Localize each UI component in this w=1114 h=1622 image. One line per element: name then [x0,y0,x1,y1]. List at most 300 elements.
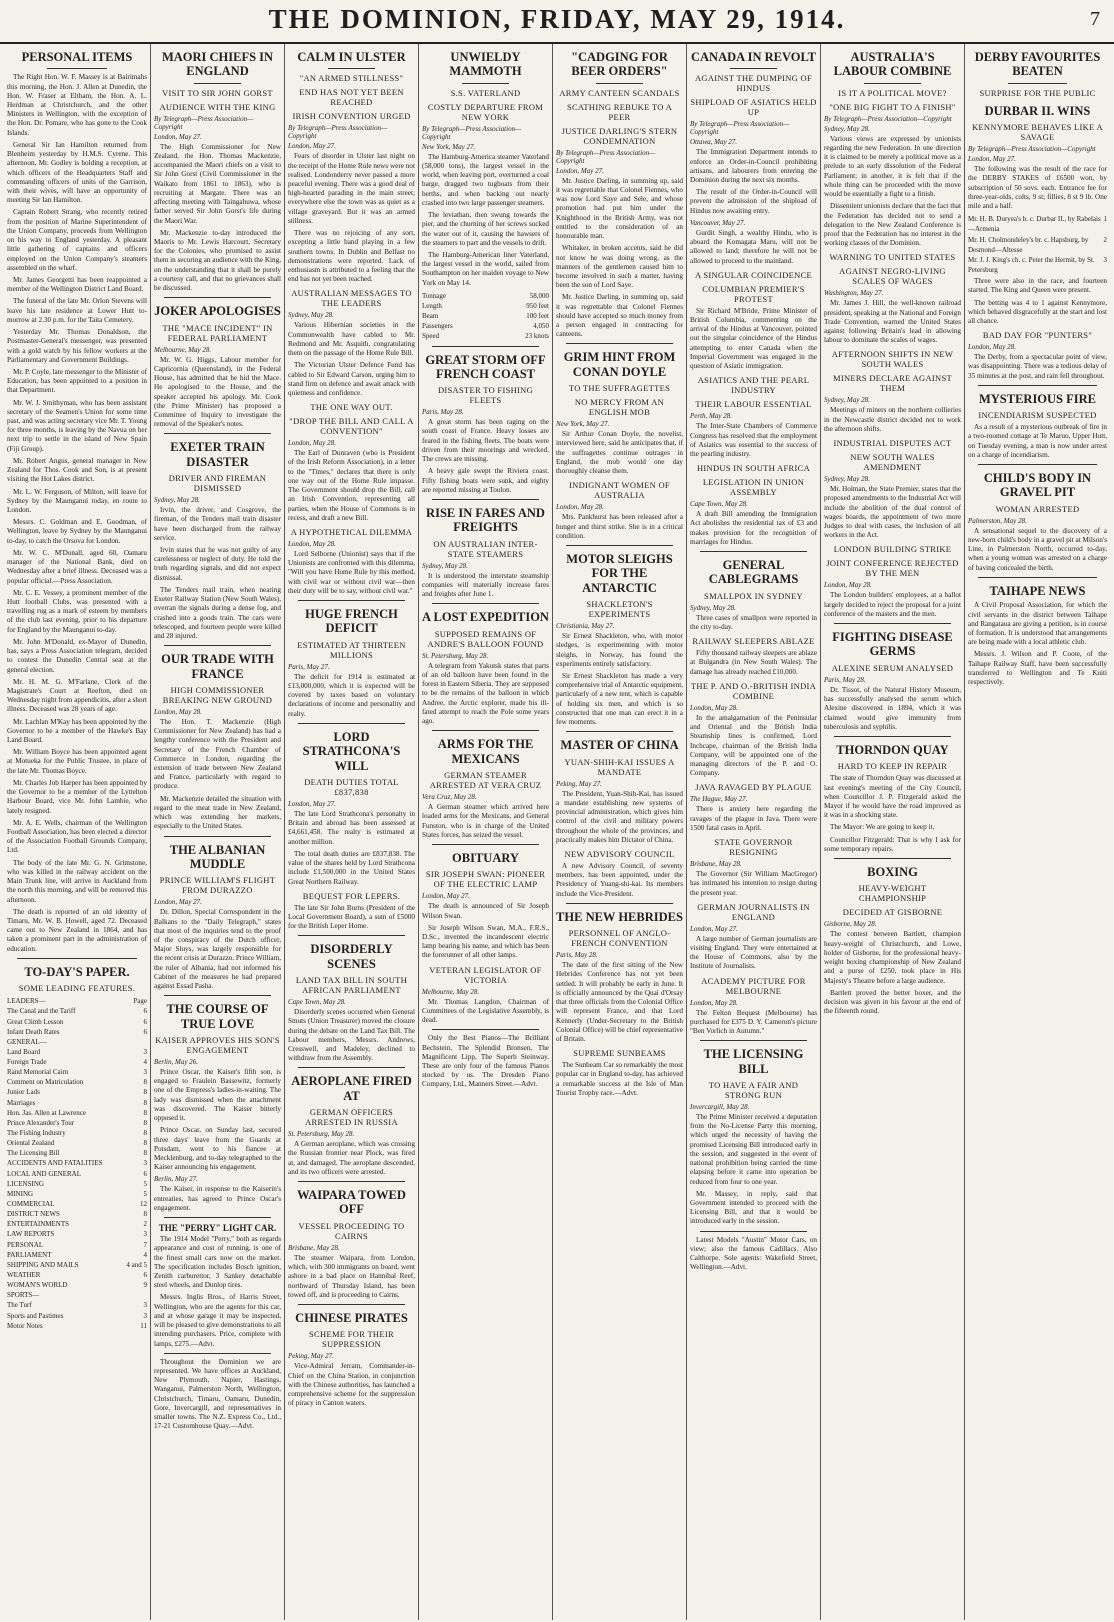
subhead: IRISH CONVENTION URGED [292,111,411,122]
list-item: LAW REPORTS 3 [7,1230,147,1239]
dateline: London, May 27. [288,800,336,808]
paragraph: The following was the result of the race for the DERBY STAKES of £6500 won, by subscription of 50 sovs. each. Entrance fee for three-year-olds, colts, 9 st; fillies, 8 st 9 lb. One mile and a half. [968,165,1107,210]
subhead: HINDUS IN SOUTH AFRICA [696,463,811,474]
paragraph: The Tenders mail train, when nearing Exeter Railway Station (New South Wales), overran the signals during a dense fog, and crashed into a goods train. The cars were telescoped, and fourteen people were killed and 28 injured. [154,585,281,640]
dateline: New York, May 27. [556,420,610,429]
paragraph: Dissentient unionists declare that the fact that the Federation has decided not to send a delegation to the New Zealand Conference is proof that the Federation has no interest in the working classes of the Dominion. [824,202,961,248]
divider [164,1353,271,1354]
column-4 [419,44,553,1620]
subhead: BAD DAY FOR "PUNTERS" [982,330,1093,341]
subhead: A HYPOTHETICAL DILEMMA [290,526,413,537]
paragraph: The Kaiser, in response to the Kaiserin's entreaties, has agreed to Prince Oscar's engagement. [154,1185,281,1212]
subhead: DISASTER TO FISHING FLEETS [437,385,534,406]
paragraph: There was no rejoicing of any sort, excepting a little band playing in a few southern towns. In Dublin and Belfast no demonstrations were reported. Lack of enthusiasm is attributed to a feeling that the end has not yet been reached. [288,229,415,284]
dateline: Melbourne, May 28. [422,987,480,996]
headline: OBITUARY [452,850,519,865]
divider [432,499,539,500]
paragraph: Mrs. Pankhurst has been released after a hunger and thirst strike. She is in a critical condition. [556,513,683,540]
subhead: TO THE SUFFRAGETTES [568,383,671,394]
advertisement-text: Only the Best Pianos—The Brilliant Bechstein, The Splendid Bronsen, The Magnificent Lipp, The Superb Steinway. These are only four of the famous Pianos stocked by us. The Dresden Piano Company, Ltd., Manners Street.—Advt. [422,1034,549,1089]
divider [700,1231,807,1232]
dateline: London, May 27. [556,166,604,175]
subhead: ALEXINE SERUM ANALYSED [831,662,954,673]
subhead: IS IT A POLITICAL MOVE? [838,87,947,98]
subhead: INCENDIARISM SUSPECTED [978,410,1097,421]
paragraph: Lord Selborne (Unionist) says that if the Unionists are confronted with this dilemma, "Will you have Home Rule by this method, with civil war or without civil war—then their duty will be to say, without civil war." [288,549,415,595]
paragraph: Prince Oscar, the Kaiser's fifth son, is engaged to Fraulein Bassewitz, formerly one of the Empress's ladies-in-waiting. The lady was dismissed when the attachment was discovered. The Kaiser bitterly opposed it. [154,1068,281,1123]
paragraph: A large number of German journalists are visiting England. They were entertained at the House of Commons, also by the Institute of Journalists. [690,934,817,971]
paragraph: Councillor Fitzgerald: That is why I ask for some temporary repairs. [824,835,961,853]
column-6 [687,44,821,1620]
paragraph: There is anxiety here regarding the ravages of the plague in Java. There were 1500 fatal cases in April. [690,805,817,832]
subhead: YUAN-SHIH-KAI ISSUES A MANDATE [564,756,675,777]
paragraph: The death is reported of an old identity of Timaru, Mr. W. B. Howell, aged 72. Deceased came out to New Zealand in 1864, and has taken a prominent part in the administration of education. [7,907,147,953]
divider [432,844,539,845]
dateline: London, May 28. [288,439,336,448]
paragraph: The Hamburg-America steamer Vaterland (58,000 tons), the largest vessel in the world, when leaving port, overturned a coal barge, dragged two tugboats from their berths, and when backing out nearly crashed into two large passenger steamers. [422,152,549,207]
headline: HUGE FRENCH DEFICIT [305,607,398,636]
subhead: KENNYMORE BEHAVES LIKE A SAVAGE [971,122,1103,143]
dateline: Vera Cruz, May 28. [422,793,477,802]
divider [298,723,405,724]
subhead: VISIT TO SIR JOHN GORST [162,87,273,98]
advertisement-text: Throughout the Dominion we are represented. We have offices at Auckland, New Plymouth, Napier, Hastings, Wanganui, Palmerston North, Wellington, Christchurch, Timaru, Oamaru, Dunedin, Gore, Invercargill, and representatives in smaller towns. The N.Z. Express Co., Ltd., 17-21 Customhouse Quay.—Advt. [154,1357,281,1431]
paragraph: Mr. C. E. Vessey, a prominent member of the Hutt football Clubs, was presented with a travelling rug as a mark of esteem by members of the club last evening, prior to his departure for England by the Maunganui to-day. [7,588,147,634]
subhead: VETERAN LEGISLATOR OF VICTORIA [429,964,542,985]
subhead: COSTLY DEPARTURE FROM NEW YORK [427,101,544,122]
list-item: ACCIDENTS AND FATALITIES 3 [7,1159,147,1168]
paragraph: Mr. James J. Hill, the well-known railroad president, speaking at the National and Foreign Trade Convention, warned the United States against following Britain's lead in allowing labour to dominate the scales of wages. [824,299,961,345]
subhead: SUPPOSED REMAINS OF ANDRE'S BALLOON FOUND [427,628,544,649]
headline: MAORI CHIEFS IN ENGLAND [161,50,274,79]
paragraph: Irvin states that he was not guilty of any carelessness or neglect of duty. He told the truth regarding signals, and did not expect dismissal. [154,546,281,582]
dateline: Peking, May 27. [556,779,602,788]
list-item: The Canal and the Tariff 6 [7,1007,147,1016]
list-item: SPORTS— [7,1291,40,1300]
paragraph: A great storm has been raging on the south coast of France. Heavy losses are feared in the fishing fleets. The boats were driven from their moorings and wrecked. The crews are missing. [422,418,549,464]
paragraph: Mr. James Georgetti has been reappointed a member of the Wellington District Land Board. [7,275,147,294]
divider [17,958,137,959]
paragraph: The total death duties are £837,838. The value of the shares held by Lord Strathcona include £1,500,000 in the United States Great Northern Railway. [288,849,415,886]
divider [432,1029,539,1030]
divider [566,903,673,904]
subhead: S.S. VATERLAND [450,87,521,98]
paragraph: Mr. Justice Darling, in summing up, said it was regrettable that Colonel Fiennes, who was now Lord Saye and Sele, and whose promotion had put him under the Knighthood in the British Army, was not entitled to the consideration of an honourable man. [556,176,683,241]
subhead: STATE GOVERNOR RESIGNING [714,837,793,858]
headline: EXETER TRAIN DISASTER [170,440,265,469]
headline: DURBAR II. WINS [984,103,1091,118]
headline: OUR TRADE WITH FRANCE [161,652,274,681]
paragraph: Mr. Robert Angus, general manager in New Zealand for Thos. Cook and Son, is at present visiting the Hot Lakes district. [7,456,147,484]
headline: CHINESE PIRATES [295,1310,408,1325]
dateline: London, May 28. [690,703,738,712]
paragraph: The steamer Waipara, from London, which, with 300 immigrants on board, went ashore in a bad place on Hannibal Reef, northward of Thursday Island, has been towed off, and is proceeding to Cairns. [288,1253,415,1299]
dateline: Sydney, May 28. [154,496,200,505]
paragraph: The High Commissioner for New Zealand, the Hon. Thomas Mackenzie, accompanied the Maori chiefs on a visit to Sir John Gorst (Civil Commissioner in the Waikato from 1861 to 1863), who is recruiting at Margate. There was an affecting meeting with Taingahuwa, whose father served Sir John Gorst's life during the Maori War. [154,142,281,225]
column-1 [4,44,151,1620]
subhead: GERMAN STEAMER ARRESTED AT VERA CRUZ [429,770,542,791]
divider [834,623,951,624]
divider [864,83,921,84]
paragraph: The Felton Bequest (Melbourne) has purchased for £375 D. Y. Cameron's picture "Ben Vorlich in Autumn." [690,1008,817,1036]
list-item: DISTRICT NEWS 8 [7,1210,147,1219]
list-item: Comment on Matriculation 8 [7,1078,147,1087]
paragraph: Dr. Tissot, of the Natural History Museum, has successfully analysed the serum which Alexine discovered in 1894, which it was claimed would give immunity from tuberculosis and syphilis. [824,685,961,731]
subhead: SMALLPOX IN SYDNEY [704,590,803,601]
headline: THE ALBANIAN MUDDLE [169,842,266,871]
dateline: Melbourne, May 28. [154,345,212,354]
subhead: DEATH DUTIES TOTAL £837,838 [304,777,399,797]
divider [298,1067,405,1068]
divider [700,551,807,552]
dateline: London, May 27. [968,155,1016,164]
divider [566,731,673,732]
dateline: Washington, May 27. [824,289,884,298]
paragraph: A sensational sequel to the discovery of a new-born child's body in a gravel pit at Milson's Line, in Palmerston North, occurred to-day, when a young woman was arrested on a charge of having concealed the birth. [968,526,1107,572]
subhead: JUSTICE DARLING'S STERN CONDEMNATION [561,125,678,146]
paragraph: The Earl of Dunraven (who is President of the Irish Reform Association), in a letter to the "Times," declares that there is only one way out of the Home Rule impasse. The Government should drop the Bill, call an Irish Convention, representing all parties, when the House of Commons is in recess, and draft a new Bill. [288,449,415,522]
dateline: Sydney, May 28. [288,311,334,320]
subhead: ESTIMATED AT THIRTEEN MILLIONS [297,639,406,660]
subhead: PERSONNEL OF ANGLO-FRENCH CONVENTION [568,928,671,949]
list-item: Land Board 3 [7,1047,147,1056]
paragraph: Irvin, the driver, and Cosgrove, the fireman, of the Tenders mail train disaster have been discharged from the railway service. [154,506,281,542]
paragraph: Mr. W. G. Higgs, Labour member for Capricornia (Queensland), in the Federal House, has admitted that he hid the Mace. He apologised to the House, and the speaker accepted his apology. Mr. Cook (the Prime Minister) has proposed a Committee of Inquiry to investigate the removal of the Speaker's notes. [154,355,281,429]
headline: WAIPARA TOWED OFF [297,1188,406,1217]
race-results [968,214,1107,275]
subhead: SUPREME SUNBEAMS [573,1048,666,1059]
subhead: THE P. AND O.-BRITISH INDIA COMBINE [690,680,817,701]
headline: A LOST EXPEDITION [422,610,549,625]
paragraph: The London builders' employees, at a ballot largely decided to reject the proposal for a joint conference of the masters and the men. [824,591,961,618]
newspaper-title: THE DOMINION, FRIDAY, MAY 29, 1914. [268,4,846,34]
masthead [0,0,1114,44]
advertisement-text: Latest Models "Austin" Motor Cars, on view; also the famous Cadillacs. Also Calthorpe. Sole agents: Wakefield Street, Wellington.—Advt. [690,1235,817,1272]
paragraph: Whitaker, in broken accents, said he did not know he was doing wrong, as the manners of the gentlemen caused him to become involved in such a matter, having been the son of Lord Saye. [556,244,683,290]
dateline: Sydney, May 28. [824,396,870,405]
paragraph: A new Advisory Council, of seventy members, has been appointed, under the Presidency of Yuang-shi-kai. Its members include the Vice-President. [556,861,683,898]
list-item: LICENSING 5 [7,1179,147,1188]
paragraph: The Prime Minister received a deputation from the No-License Party this morning, which urged the necessity of having the promised Licensing Bill introduced early in the session, and suggested in the event of national prohibition being carried the time elapsing before it came into operation be reduced from four to one year. [690,1113,817,1186]
subhead: PRINCE WILLIAM'S FLIGHT FROM DURAZZO [159,875,276,896]
headline: TAIHAPE NEWS [989,583,1086,598]
divider [700,1040,807,1041]
headline: UNWIELDY MAMMOTH [449,50,522,79]
subhead: JOINT CONFERENCE REJECTED BY THE MEN [826,558,959,579]
dateline: Sydney, May 28. [422,561,468,570]
divider [834,736,951,737]
list-item: Motor Notes 11 [7,1321,147,1330]
paragraph: The state of Thorndon Quay was discussed at last evening's meeting of the City Council, when Councillor J. P. Fitzgerald asked the Mayor if he would have the road improved as it was in a shocking state. [824,774,961,820]
dateline: Brisbane, May 28. [690,860,742,869]
subhead: ON AUSTRALIAN INTER-STATE STEAMERS [433,538,538,559]
paragraph: Bartlett proved the better boxer, and the decision was given in his favour at the end of the fifteenth round. [824,988,961,1016]
headline: GREAT STORM OFF FRENCH COAST [425,352,546,381]
column-3 [285,44,419,1620]
paragraph: The Governor (Sir William MacGregor) has intimated his intention to resign during the present year. [690,870,817,897]
divider [1008,83,1067,84]
paragraph: The betting was 4 to 1 against Kennymore, which behaved disgracefully at the start and lost all chance. [968,298,1107,325]
divider [596,83,643,84]
dateline: The Hague, May 27. [690,795,748,804]
paragraph: A German steamer which arrived here loaded arms for the Mexicans, and General Funston, who is in charge of the United States forces, has seized the vessel. [422,803,549,839]
paragraph: Mr. L. W. Ferguson, of Milton, will leave for Sydney by the Maunganui today, en route to London. [7,487,147,514]
paragraph: The late Lord Strathcona's personalty in Britain and abroad has been assessed at £4,661,458. The realty is estimated at another million. [288,810,415,846]
features-list [7,996,147,1331]
headline: AUSTRALIA'S LABOUR COMBINE [833,50,952,79]
subhead: GERMAN JOURNALISTS IN ENGLAND [697,901,810,922]
headline: MOTOR SLEIGHS FOR THE ANTARCTIC [566,551,673,595]
dateline: Palmerston, May 28. [968,516,1027,525]
list-item: Speed 23 knots [422,332,549,341]
divider [164,433,271,434]
subhead: RAILWAY SLEEPERS ABLAZE [692,636,815,647]
list-item: The Turf 3 [7,1301,147,1310]
headline: CHILD'S BODY IN GRAVEL PIT [983,471,1092,500]
headline: AEROPLANE FIRED AT [291,1074,412,1103]
subhead: LAND TAX BILL IN SOUTH AFRICAN PARLIAMENT [295,975,408,996]
paragraph: Yesterday Mr. Thomas Donaldson, the Postmaster-General's messenger, was presented with a gold watch by his fellow workers at the Parliamentary and Government Buildings. [7,328,147,364]
paragraph: Messrs. C. Goldman and E. Goodman, of Wellington, leave by Sydney by the Maunganui to-day, to catch the Orsova for London. [7,518,147,545]
list-item: Oriental Zealand 8 [7,1139,147,1148]
list-item: SHIPPING AND MAILS 4 and 5 [7,1260,147,1269]
paragraph: Sir Joseph Wilson Swan, M.A., F.R.S., D.Sc., invented the incandescent electric lamp bearing his name, and which has been the forerunner of all other lamps. [422,923,549,960]
divider [566,545,673,546]
paragraph: Mr. Lachlan M'Kay has been appointed by the Governor to be a member of the Hawke's Bay Land Board. [7,717,147,745]
list-item: WOMAN'S WORLD 9 [7,1281,147,1290]
subhead: ASIATICS AND THE PEARL INDUSTRY [697,375,810,396]
headline-todays-paper: TO-DAY'S PAPER. [24,964,130,979]
column-8 [965,44,1110,1620]
advertisement-text: The 1914 Model "Perry," both as regards appearance and cost of running, is one of the finest small cars now on the market. The specification includes Bosch ignition, Zenith carburettor, 3 Sankey detachable steel wheels, and Dunlop tires. [154,1235,281,1290]
paragraph: Mr. Thomas Langdon, Chairman of Committees of the Legislative Assembly, is dead. [422,997,549,1025]
subhead: HIGH COMMISSIONER BREAKING NEW GROUND [162,684,273,705]
list-item: Foreign Trade 4 [7,1058,147,1067]
dateline: Gisborne, May 28. [824,920,877,929]
subhead: INDIGNANT WOMEN OF AUSTRALIA [569,480,670,501]
dateline: Berlin, May 26. [154,1058,198,1067]
dateline: Christiania, May 27. [556,622,615,631]
dateline: Paris, May 28. [824,675,866,684]
headline: GENERAL CABLEGRAMS [708,558,799,587]
paragraph: The funeral of the late Mr. Orlon Stevens will leave his late residence at Lower Hutt to-morrow at 2.30 p.m. for the Taita Cemetery. [7,297,147,324]
dateline: London, May 27. [422,892,470,901]
headline: "CADGING FOR BEER ORDERS" [571,50,668,79]
dateline: London, May 27. [690,924,738,933]
list-item: Prince Alexander's Tour 8 [7,1118,147,1127]
list-item: Mr. J. J. King's ch. c. Peter the Hermit, by St. Petersburg 3 [968,255,1107,274]
subhead: ARMY CANTEEN SCANDALS [559,87,680,98]
paragraph: Mr. Massey, in reply, said that Government intended to proceed with the Licensing Bill, and that it would be introduced early in the session. [690,1189,817,1226]
divider [834,858,951,859]
subhead: SHACKLETON'S EXPERIMENTS [586,599,653,620]
dateline: Ottawa, May 27. [690,138,738,147]
headline: CANADA IN REVOLT [690,50,816,64]
dateline: Vancouver, May 27. [690,218,746,227]
dateline: Sydney, May 28. [690,603,736,612]
dateline: Berlin, May 27. [154,1175,198,1184]
paragraph: The Immigration Department intends to enforce an Order-in-Council prohibiting artisans, and labourers from entering the Dominion during the next six months. [690,148,817,185]
list-item: The Fishing Industry 8 [7,1129,147,1138]
paragraph: A Civil Proposal Association, for which the civil servants in the district between Taihape and Rangataua are giving a petition, is in course of formation. It is understood that arrangements are being made with a local athletic club. [968,601,1107,647]
paragraph: Captain Robert Strang, who recently retired from the position of Marine Superintendent of the Union Company, proceeds from Wellington on his way to England yesterday. A pleasant little gathering of captains and officers employed on the Union Company's steamers assembled on the wharf. [7,208,147,272]
subhead: INDUSTRIAL DISPUTES ACT [833,438,952,449]
dateline: Peking, May 27. [288,1352,334,1361]
dateline: London, May 27. [288,142,336,151]
subhead: HARD TO KEEP IN REPAIR [837,761,948,772]
list-item: Sports and Pastimes 3 [7,1311,147,1320]
divider [978,464,1097,465]
subhead: JAVA RAVAGED BY PLAGUE [695,782,812,793]
divider [978,577,1097,578]
subhead: GERMAN OFFICERS ARRESTED IN RUSSIA [305,1107,398,1128]
column-7 [821,44,965,1620]
divider [194,83,241,84]
headline-personal-items: PERSONAL ITEMS [21,50,133,64]
subhead: WOMAN ARRESTED [995,503,1080,514]
subhead: SCHEME FOR THEIR SUPPRESSION [309,1329,394,1350]
subhead: AGAINST THE DUMPING OF HINDUS [694,73,813,94]
paragraph: Sir Ernest Shackleton has made a very comprehensive trial of Antarctic equipment, particularly of a new tent, which is capable of holding six men, and which is so constructed that one man can erect it in a few moments. [556,671,683,727]
headline: THORNDON QUAY [836,742,949,757]
divider [328,68,375,69]
divider [164,1217,271,1218]
list-item: WEATHER 6 [7,1271,147,1280]
paragraph: Mr. H. M. G. M'Farlane, Clerk of the Magistrate's Court at Reefton, died on Wednesday night from appendicitis, after a short illness. Deceased was 28 years of age. [7,677,147,714]
subhead: NEW SOUTH WALES AMENDMENT [850,452,935,473]
list-item: ENTERTAINMENTS 2 [7,1220,147,1229]
paragraph: The body of the late Mr. G. N. Grimstone, who was killed in the railway accident on the Main Trunk line, will arrive in Auckland from the north this morning, and will be removed this afternoon. [7,858,147,904]
dateline: London, May 28. [154,707,202,716]
paragraph: Mr. W. J. Smithyman, who has been assistant secretary of the Seamen's Union for some time past, and was acting secretary vice Mr. T. Young for three months, is leaving by the Navua on her next trip to settle in the island of New Spain (Fiji Group). [7,398,147,453]
headline: MASTER OF CHINA [560,738,679,753]
dateline: St. Petersburg, May 28. [422,651,489,660]
column-5 [553,44,687,1620]
subhead: COLUMBIAN PREMIER'S PROTEST [702,283,805,304]
subhead: THE "MACE INCIDENT" IN FEDERAL PARLIAMENT [162,322,273,343]
list-item: Passengers 4,050 [422,322,549,331]
subhead: "ONE BIG FIGHT TO A FINISH" [829,101,956,112]
dateline: New York, May 27. [422,142,476,151]
paragraph: Mr. P. Coyle, late messenger to the Minister of Education, has been appointed to a position in that Department. [7,367,147,395]
subhead: THEIR LABOUR ESSENTIAL [695,399,812,410]
list-item: Great Climb Lesson 6 [7,1017,147,1026]
divider [164,836,271,837]
paragraph: Messrs. J. Wilson and P. Coote, of the Taihape Railway Staff, have been successfully transferred to Wellington and Te Kuiti respectively. [968,650,1107,687]
advertisement-heading: THE "PERRY" LIGHT CAR. [158,1223,277,1234]
subhead: "DROP THE BILL AND CALL A CONVENTION" [289,416,414,437]
list-item: The Licensing Bill 8 [7,1149,147,1158]
dateline: Sydney, May 28. [824,124,870,133]
paragraph: Disorderly scenes occurred when General Smuts (Union Treasurer) moved the closure during the debate on the Land Tax Bill. The Labour members, Messrs. Andrews, Cresswell, and Madeley, declined to withdraw from the Assembly. [288,1008,415,1063]
dateline: London, May 28. [690,998,738,1007]
dateline: London, May 28. [288,539,336,548]
subhead: MINERS DECLARE AGAINST THEM [833,373,952,394]
subhead: AUSTRALIAN MESSAGES TO THE LEADERS [291,288,412,309]
paragraph: Fears of disorder in Ulster last night on the receipt of the Home Rule news were not realised. Londonderry never passed a more peaceful evening. There was a good deal of high-hearted parading in the main street; everywhere else the town was as quiet as a village graveyard. But it was an armed stillness. [288,152,415,225]
subhead: BEQUEST FOR LEPERS. [302,890,401,901]
dateline: Perth, May 28. [690,412,732,421]
subhead: VESSEL PROCEEDING TO CAIRNS [298,1220,405,1241]
paragraph: Sir Arthur Conan Doyle, the novelist, interviewed here, said he anticipates that, if the suffragettes continue outrages in England, the mob would one day thoroughly cleanse them. [556,430,683,476]
divider [432,603,539,604]
dateline: London, May 27. [154,132,202,141]
subhead: AGAINST NEGRO-LIVING SCALES OF WAGES [839,266,946,287]
subhead: WARNING TO UNITED STATES [829,252,956,263]
list-item: Length 950 feet [422,301,549,310]
divider [298,600,405,601]
subhead: SURPRISE FOR THE PUBLIC [979,87,1096,98]
dateline: London, May 28. [968,343,1016,352]
paragraph: Mr. Justice Darling, in summing up, said it was regrettable that Colonel Fiennes should have accepted so much money from a person engaged in contracting for canteens. [556,293,683,339]
paragraph: Gurdit Singh, a wealthy Hindu, who is aboard the Komagata Maru, will not be allowed to land; therefore he will not be allowed to proceed to the mainland. [690,228,817,265]
paragraph: The Inter-State Chambers of Commerce Congress has resolved that the employment of Asiatics was essential to the success of the pearling industry. [690,422,817,458]
subhead: ACADEMY PICTURE FOR MELBOURNE [701,975,806,996]
advertisement-text: The Sunbeam Car so remarkably the most popular car in England to-day, has achieved a remarkable success at the Isle of Man Tourist Trophy race.—Advt. [556,1061,683,1097]
subhead: DECIDED AT GISBORNE [842,907,943,918]
dateline: Invercargill, May 28. [690,1103,750,1112]
headline: GRIM HINT FROM CONAN DOYLE [563,350,676,379]
divider [730,68,777,69]
headline: DERBY FAVOURITES BEATEN [974,50,1101,79]
byline: By Telegraph—Press Association—Copyright [422,124,522,141]
headline: RISE IN FARES AND FREIGHTS [426,506,545,535]
subhead: NO MERCY FROM AN ENGLISH MOB [574,397,665,418]
byline: By Telegraph—Press Association—Copyright [288,124,388,141]
divider [978,385,1097,386]
paragraph: A draft Bill amending the Immigration Act abolishes the residential tax of £3 and makes provision for the recognition of marriages for Hindus. [690,510,817,546]
paragraph: A German aeroplane, which was crossing the Russian frontier near Plock, was fired at, and damaged. The aeroplane descended, and its two officers were arrested. [288,1140,415,1176]
paragraph: It is understood the interstate steamship companies will materially increase fares and freights after June 1. [422,571,549,599]
divider [47,68,107,69]
paragraph: Mr. Mackenzie to-day introduced the Maoris to Mr. Lewis Harcourt, Secretary for the Colonies, who promised to assist them in securing an audience with the King, on the understanding that it shall be purely a courtesy call, and that no grievances shall be discussed. [154,228,281,293]
subhead: KAISER APPROVES HIS SON'S ENGAGEMENT [155,1035,280,1056]
dateline: Paris, May 27. [288,662,330,671]
advertisement-text: Messrs. Inglis Bros., of Harris Street, Wellington, who are the agents for this car, and at whose garage it may be inspected, will be pleased to give demonstrations to all intending purchasers. Price, complete with lamps, £275.—Advt. [154,1293,281,1348]
paragraph: The Mayor: We are going to keep it. [830,823,935,832]
list-item: Infant Death Rates 6 [7,1027,147,1036]
headline: MYSTERIOUS FIRE [978,391,1097,406]
dateline: Paris, May 28. [422,408,464,417]
subhead: AUDIENCE WITH THE KING [159,101,276,112]
paragraph: The Hon. T. Mackenzie (High Commissioner for New Zealand) has had a lengthy conference with the President and Secretary of the French Chamber of Commerce in London, regarding the extension of trade between New Zealand and France, particularly with regard to produce. [154,717,281,791]
paragraph: The contest between Bartlett, champion heavy-weight of Christchurch, and Lowe, holder of Gisborne, for the professional heavy-weight boxing championship of New Zealand and a purse of £250, took place in His Majesty's Theatre before a large audience. [824,930,961,985]
list-item: Rand Memorial Cairn 3 [7,1068,147,1077]
paragraph: Fifty thousand railway sleepers are ablaze at Bulgandra (in New South Wales). The damage has already reached £10,000. [690,649,817,676]
paragraph: Prince Oscar, on Sunday last, secured three days' leave from the Guards at Potsdam, went to his fiancee at Mecklenburg, and to-day telegraphed to the Kaiser announcing his engagement. [154,1126,281,1172]
paragraph: Three cases of smallpox were reported in the city to-day. [690,613,817,632]
subhead: HEAVY-WEIGHT CHAMPIONSHIP [858,883,927,904]
dateline: Sydney, May 28. [824,475,870,484]
paragraph: The deficit for 1914 is estimated at £13,000,000, which it is expected will be covered by taxes based on voluntary declarations of income and personality and realty. [288,672,415,718]
byline: By Telegraph—Press Association—Copyright [690,120,790,137]
list-header: LEADERS— Page [7,997,147,1006]
subhead: SHIPLOAD OF ASIATICS HELD UP [690,97,817,118]
list-item: COMMERCIAL 12 [7,1200,147,1209]
headline: JOKER APOLOGISES [154,304,281,319]
list-item: Junior Lads 8 [7,1088,147,1097]
list-item: Beam 100 feet [422,312,549,321]
subhead: THE ONE WAY OUT. [310,402,393,413]
dateline: St. Petersburg, May 28. [288,1130,355,1139]
paragraph: Mr. Holman, the State Premier, states that the proposed amendments to the Industrial Act will include the abolition of the dual control of wages boards, the appointment of two more Judges to deal with cases, the inclusion of all workers in the Act. [824,485,961,540]
dateline: Cape Town, May 28. [690,500,748,509]
headline: LORD STRATHCONA'S WILL [302,729,401,773]
subhead: A SINGULAR COINCIDENCE [694,269,813,280]
paragraph: Three were also in the race, and fourteen started. The King and Queen were present. [968,277,1107,295]
list-item: PERSONAL 7 [7,1240,147,1249]
list-item: Marriages 8 [7,1098,147,1107]
